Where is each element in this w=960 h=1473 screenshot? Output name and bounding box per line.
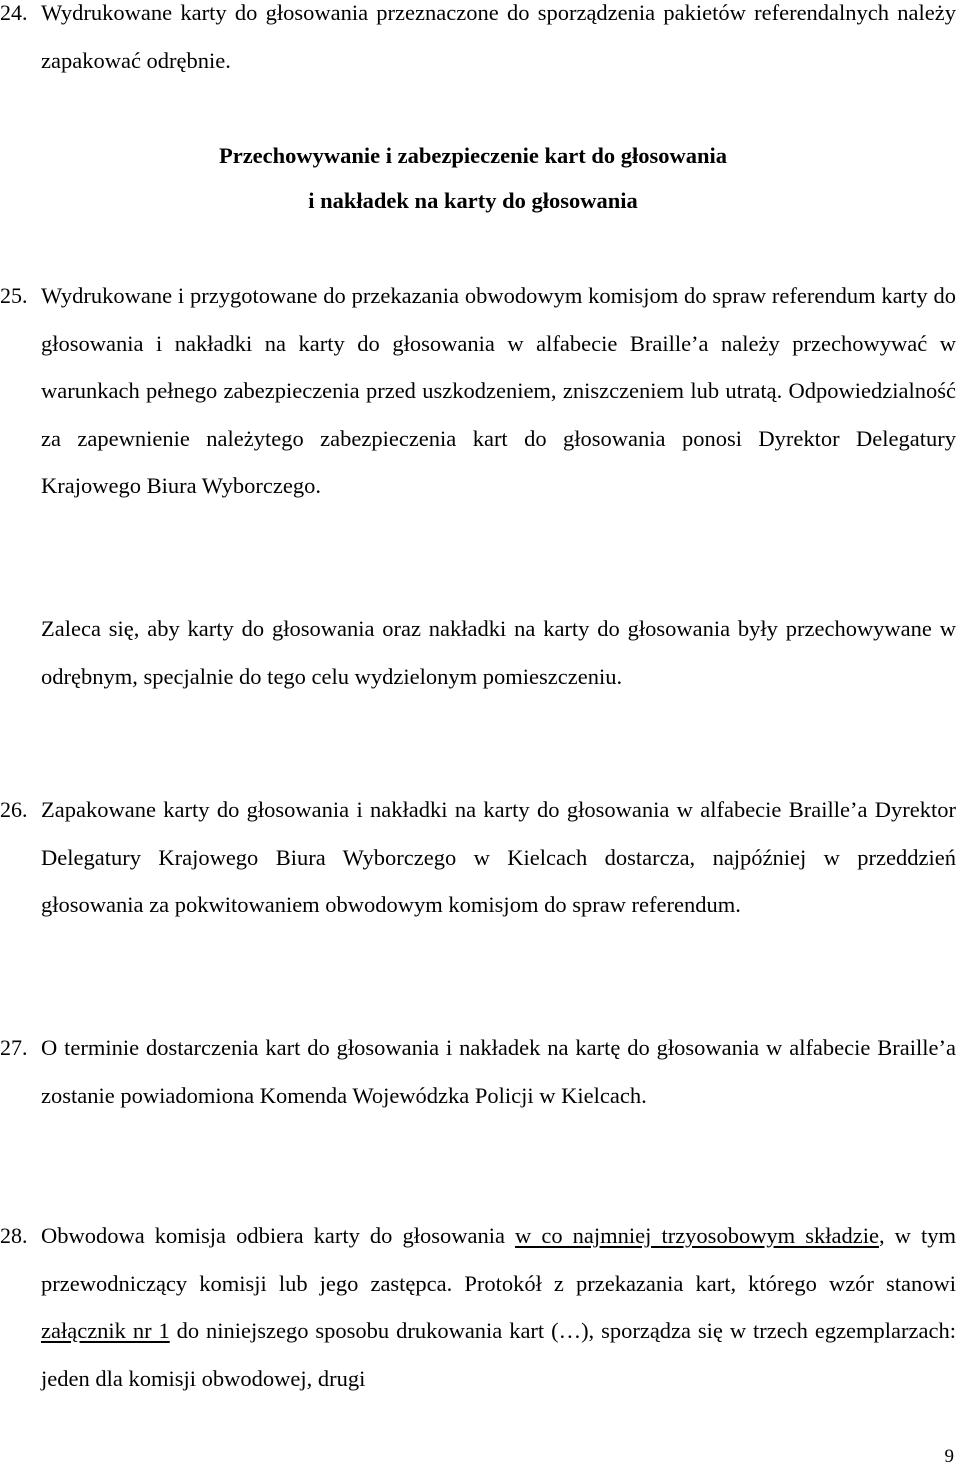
item-text: Wydrukowane i przygotowane do przekazania obwodowym komisjom do spraw referendum karty do głosowania i nakładki na karty do głosowania w alfabecie Braille’a należy przechowywać w warunkach pełnego zabezpieczenia przed uszkodzeniem, zniszczeniem lub utratą. Odpowiedzialność za zapewnienie należytego zabezpieczenia kart do głosowania ponosi Dyrektor Delegatury Krajowego Biura Wyborczego. <box>41 283 956 498</box>
list-item-27 <box>0 1024 960 1119</box>
item-text <box>41 1212 956 1402</box>
list-item-26 <box>0 786 960 929</box>
item-text-part-1: Obwodowa komisja odbiera karty do głosowania <box>41 1223 516 1248</box>
item-number: 24. <box>0 0 28 25</box>
list-item-24 <box>0 0 960 84</box>
page-number: 9 <box>944 1446 954 1467</box>
recommendation-paragraph: Zaleca się, aby karty do głosowania oraz nakładki na karty do głosowania były przechowywane w odrębnym, specjalnie do tego celu wydzielonym pomieszczeniu. <box>41 616 956 689</box>
item-number: 26. <box>0 797 28 822</box>
item-text-part-3: do niniejszego sposobu drukowania kart (…), sporządza się w trzech egzemplarzach: jeden dla komisji obwodowej, drugi <box>41 1318 956 1391</box>
item-text: O terminie dostarczenia kart do głosowania i nakładek na kartę do głosowania w alfabecie Braille’a zostanie powiadomiona Komenda Wojewódzka Policji w Kielcach. <box>41 1035 956 1108</box>
list-item-28 <box>0 1212 960 1402</box>
underlined-phrase-quorum: w co najmniej trzyosobowym składzie <box>515 1223 879 1248</box>
section-heading-line-2: i nakładek na karty do głosowania <box>308 188 638 213</box>
list-item-25 <box>0 272 960 510</box>
item-number: 27. <box>0 1035 28 1060</box>
section-heading-line-1: Przechowywanie i zabezpieczenie kart do głosowania <box>218 143 728 168</box>
attachment-reference-link[interactable]: załącznik nr 1 <box>41 1318 170 1343</box>
item-text: Zapakowane karty do głosowania i nakładki na karty do głosowania w alfabecie Braille’a Dyrektor Delegatury Krajowego Biura Wyborczego w Kielcach dostarcza, najpóźniej w przeddzień głosowania za pokwitowaniem obwodowym komisjom do spraw referendum. <box>41 797 956 917</box>
item-number: 25. <box>0 283 28 308</box>
item-number: 28. <box>0 1223 28 1248</box>
item-text: Wydrukowane karty do głosowania przeznaczone do sporządzenia pakietów referendalnych należy zapakować odrębnie. <box>41 0 956 73</box>
item-text-part-2: , w tym przewodniczący komisji lub jego zastępca. Protokół z przekazania kart, którego wzór stanowi <box>41 1223 956 1296</box>
